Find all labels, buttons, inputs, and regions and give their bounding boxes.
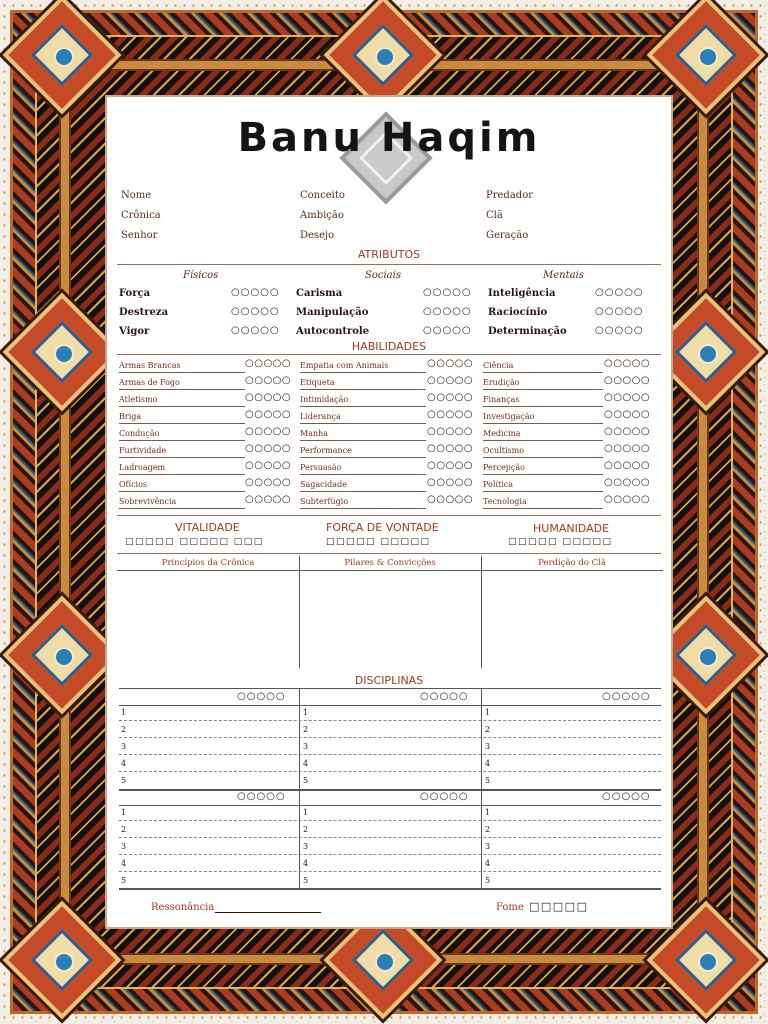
attr-group-physical: Físicos [183, 270, 219, 281]
field-nome[interactable]: Nome [121, 190, 152, 201]
disciplines-divider [481, 688, 482, 888]
skill-dots[interactable]: ○○○○○ [604, 358, 651, 369]
field-geracao[interactable]: Geração [486, 230, 529, 241]
attr-determinacao: Determinação [488, 326, 567, 337]
skill-dots[interactable]: ○○○○○ [245, 392, 292, 403]
skill-ocultismo: Ocultismo [483, 445, 603, 458]
disciplines-divider [299, 688, 300, 888]
skill-dots[interactable]: ○○○○○ [427, 358, 474, 369]
discipline-dots[interactable]: ○○○○○ [602, 791, 651, 802]
discipline-dots[interactable]: ○○○○○ [237, 691, 286, 702]
chronicle-tenets-title: Princípios da Crônica [161, 558, 255, 568]
skill-ciencia: Ciência [483, 360, 603, 373]
notes-rule [117, 570, 663, 571]
attr-dots[interactable]: ○○○○○ [423, 306, 472, 317]
skill-dots[interactable]: ○○○○○ [427, 375, 474, 386]
field-desejo[interactable]: Desejo [300, 230, 335, 241]
power-level: 5 [303, 776, 309, 785]
divider [117, 354, 661, 355]
humanity-boxes[interactable]: □□□□□ □□□□□ [508, 537, 613, 547]
discipline-dots[interactable]: ○○○○○ [602, 691, 651, 702]
skill-dots[interactable]: ○○○○○ [245, 460, 292, 471]
resonance-field[interactable] [215, 912, 321, 913]
field-predador[interactable]: Predador [486, 190, 533, 201]
power-level: 4 [121, 859, 127, 868]
skill-manha: Manha [300, 428, 426, 441]
discipline-dots[interactable]: ○○○○○ [420, 691, 469, 702]
skill-subterfugio: Subterfúgio [300, 496, 426, 509]
power-level: 1 [121, 808, 127, 817]
skill-ladroagem: Ladroagem [119, 462, 245, 475]
notes-divider [299, 556, 300, 668]
power-level: 1 [485, 708, 491, 717]
skill-armas-brancas: Armas Brancas [119, 360, 245, 373]
power-level: 1 [485, 808, 491, 817]
skill-briga: Briga [119, 411, 245, 424]
skill-tecnologia: Tecnologia [483, 496, 603, 509]
power-level: 2 [121, 825, 127, 834]
medallion-ornament [331, 3, 435, 107]
skill-politica: Política [483, 479, 603, 492]
power-level: 3 [485, 842, 491, 851]
attr-dots[interactable]: ○○○○○ [423, 325, 472, 336]
skill-dots[interactable]: ○○○○○ [604, 375, 651, 386]
power-level: 3 [121, 842, 127, 851]
discipline-name-line [119, 705, 661, 706]
power-line [119, 737, 661, 738]
attr-manipulacao: Manipulação [296, 307, 369, 318]
power-level: 1 [303, 808, 309, 817]
discipline-dots[interactable]: ○○○○○ [237, 791, 286, 802]
field-cla[interactable]: Clã [486, 210, 503, 221]
power-level: 4 [303, 859, 309, 868]
resonance-label: Ressonância [151, 902, 215, 913]
skill-percepcao: Percepção [483, 462, 603, 475]
skill-dots[interactable]: ○○○○○ [427, 477, 474, 488]
skill-dots[interactable]: ○○○○○ [427, 494, 474, 505]
power-level: 4 [303, 759, 309, 768]
attr-dots[interactable]: ○○○○○ [231, 325, 280, 336]
skills-header: HABILIDADES [351, 340, 427, 353]
attr-dots[interactable]: ○○○○○ [231, 287, 280, 298]
skill-dots[interactable]: ○○○○○ [604, 443, 651, 454]
discipline-name-line [119, 805, 661, 806]
power-line [119, 820, 661, 821]
humanity-label: HUMANIDADE [533, 522, 610, 535]
field-cronica[interactable]: Crônica [121, 210, 161, 221]
skill-furtividade: Furtividade [119, 445, 245, 458]
skill-dots[interactable]: ○○○○○ [604, 477, 651, 488]
skill-dots[interactable]: ○○○○○ [427, 392, 474, 403]
power-level: 5 [485, 776, 491, 785]
field-ambicao[interactable]: Ambição [300, 210, 344, 221]
attr-dots[interactable]: ○○○○○ [423, 287, 472, 298]
hunger-boxes[interactable]: □□□□□ [529, 900, 589, 913]
medallion-ornament [10, 603, 114, 707]
power-level: 2 [121, 725, 127, 734]
power-line [119, 754, 661, 755]
skill-dots[interactable]: ○○○○○ [245, 494, 292, 505]
discipline-block-rule [119, 888, 661, 890]
attr-forca: Força [119, 288, 151, 299]
divider [117, 553, 661, 554]
skill-dots[interactable]: ○○○○○ [245, 477, 292, 488]
power-level: 3 [303, 842, 309, 851]
power-line [119, 771, 661, 772]
power-level: 2 [303, 825, 309, 834]
skill-sagacidade: Sagacidade [300, 479, 426, 492]
power-level: 4 [485, 859, 491, 868]
medallion-ornament [10, 3, 114, 107]
notes-divider [481, 556, 482, 668]
skill-atletismo: Atletismo [119, 394, 245, 407]
skill-etiqueta: Etiqueta [300, 377, 426, 390]
power-level: 2 [303, 725, 309, 734]
power-line [119, 837, 661, 838]
attr-dots[interactable]: ○○○○○ [595, 287, 644, 298]
hunger-label: Fome [496, 902, 524, 913]
clan-bane-title: Perdição do Clã [538, 558, 606, 568]
discipline-block-rule [119, 789, 661, 791]
power-level: 3 [303, 742, 309, 751]
power-level: 5 [121, 876, 127, 885]
skill-erudicao: Erudição [483, 377, 603, 390]
attr-raciocinio: Raciocínio [488, 307, 548, 318]
skill-conducao: Condução [119, 428, 245, 441]
attr-dots[interactable]: ○○○○○ [231, 306, 280, 317]
skill-performance: Performance [300, 445, 426, 458]
skill-armas-de-fogo: Armas de Fogo [119, 377, 245, 390]
disciplines-header: DISCIPLINAS [354, 674, 424, 687]
power-level: 3 [121, 742, 127, 751]
skill-oficios: Ofícios [119, 479, 245, 492]
skill-dots[interactable]: ○○○○○ [427, 426, 474, 437]
skill-sobrevivencia: Sobrevivência [119, 496, 245, 509]
skill-dots[interactable]: ○○○○○ [245, 426, 292, 437]
skill-dots[interactable]: ○○○○○ [604, 392, 651, 403]
power-level: 3 [485, 742, 491, 751]
power-level: 2 [485, 825, 491, 834]
attr-dots[interactable]: ○○○○○ [595, 306, 644, 317]
power-level: 4 [121, 759, 127, 768]
skill-dots[interactable]: ○○○○○ [604, 460, 651, 471]
discipline-dots[interactable]: ○○○○○ [420, 791, 469, 802]
divider [117, 515, 661, 516]
disciplines-rule [119, 688, 661, 689]
skill-dots[interactable]: ○○○○○ [604, 494, 651, 505]
character-sheet [105, 95, 673, 929]
power-level: 5 [121, 776, 127, 785]
attr-vigor: Vigor [119, 326, 150, 337]
skill-dots[interactable]: ○○○○○ [427, 460, 474, 471]
attr-autocontrole: Autocontrole [296, 326, 370, 337]
skill-dots[interactable]: ○○○○○ [245, 409, 292, 420]
field-senhor[interactable]: Senhor [121, 230, 158, 241]
divider [117, 264, 661, 265]
power-line [119, 854, 661, 855]
sheet-title: Banu Haqim [237, 115, 541, 161]
willpower-label: FORÇA DE VONTADE [326, 521, 439, 534]
vitality-boxes[interactable]: □□□□□ □□□□□ □□□ [125, 537, 264, 547]
field-conceito[interactable]: Conceito [300, 190, 345, 201]
skill-medicina: Medicina [483, 428, 603, 441]
skill-lideranca: Liderança [300, 411, 426, 424]
willpower-boxes[interactable]: □□□□□ □□□□□ [326, 537, 431, 547]
power-level: 5 [303, 876, 309, 885]
attr-group-social: Sociais [365, 270, 401, 281]
skill-dots[interactable]: ○○○○○ [245, 358, 292, 369]
skill-dots[interactable]: ○○○○○ [427, 443, 474, 454]
attr-inteligencia: Inteligência [488, 288, 556, 299]
power-level: 2 [485, 725, 491, 734]
attr-destreza: Destreza [119, 307, 169, 318]
power-level: 5 [485, 876, 491, 885]
skill-empatia-com-animais: Empatia com Animais [300, 360, 426, 373]
skill-dots[interactable]: ○○○○○ [245, 443, 292, 454]
skill-intimidacao: Intimidação [300, 394, 426, 407]
power-level: 4 [485, 759, 491, 768]
attr-carisma: Carisma [296, 288, 343, 299]
convictions-title: Pilares & Convicções [344, 558, 436, 568]
attr-group-mental: Mentais [543, 270, 584, 281]
power-line [119, 871, 661, 872]
medallion-ornament [10, 908, 114, 1012]
skill-dots[interactable]: ○○○○○ [604, 426, 651, 437]
skill-persuasao: Persuasão [300, 462, 426, 475]
vitality-label: VITALIDADE [175, 521, 240, 534]
medallion-ornament [10, 300, 114, 404]
power-level: 1 [121, 708, 127, 717]
skill-dots[interactable]: ○○○○○ [427, 409, 474, 420]
attributes-header: ATRIBUTOS [357, 248, 421, 261]
attr-dots[interactable]: ○○○○○ [595, 325, 644, 336]
skill-investigacao: Investigação [483, 411, 603, 424]
medallion-ornament [654, 3, 758, 107]
power-line [119, 720, 661, 721]
skill-dots[interactable]: ○○○○○ [604, 409, 651, 420]
power-level: 1 [303, 708, 309, 717]
skill-financas: Finanças [483, 394, 603, 407]
skill-dots[interactable]: ○○○○○ [245, 375, 292, 386]
